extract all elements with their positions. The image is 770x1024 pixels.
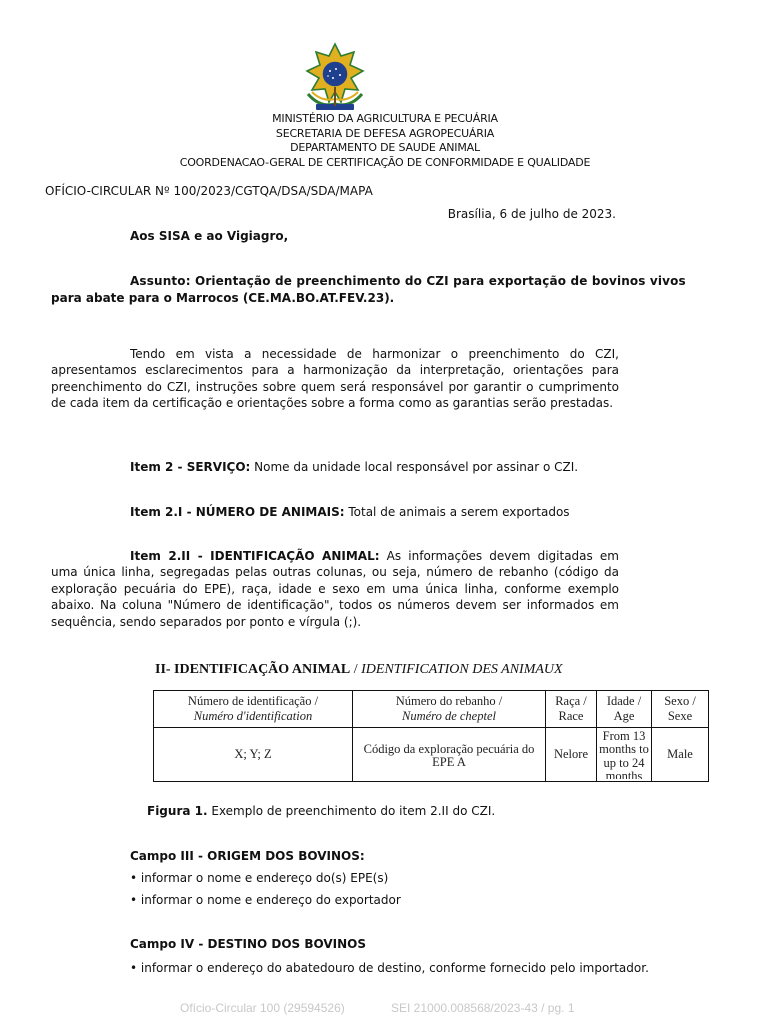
cell-herd-line2: EPE A	[432, 756, 466, 768]
item-2i-text: Total de animais a serem exportados	[344, 505, 570, 519]
cell-age-line2: months to	[599, 742, 649, 757]
coat-of-arms-emblem	[300, 42, 370, 114]
animal-identification-table	[153, 690, 709, 782]
header-age-pt: Idade /	[606, 694, 642, 708]
campo-iii-bullet-1: • informar o nome e endereço do(s) EPE(s)	[130, 871, 389, 885]
header-department: DEPARTAMENTO DE SAUDE ANIMAL	[290, 141, 480, 154]
header-id-fr: Numéro d'identification	[193, 709, 313, 723]
header-breed-fr: Race	[558, 709, 584, 723]
header-herd-pt: Número do rebanho /	[395, 694, 503, 708]
item-2ii-text: As informações devem digitadas em uma única linha, segregadas pelas outras colunas, ou seja, número de rebanho (código da exploração pecuária do EPE), raça, idade e sexo em uma única linha, conforme exemplo abaixo. Na coluna "Número de identificação", todos os números devem ser informados em sequência, sendo separados por ponto e vírgula (;).	[51, 549, 619, 629]
cell-sex: Male	[652, 728, 709, 782]
campo-iv-bullet-1: • informar o endereço do abatedouro de destino, conforme fornecido pelo importador.	[130, 961, 649, 975]
cell-breed: Nelore	[546, 728, 597, 782]
document-date: Brasília, 6 de julho de 2023.	[447, 207, 616, 221]
table-row	[154, 728, 709, 782]
subject-line-1: Assunto: Orientação de preenchimento do CZI para exportação de bovinos vivos	[130, 274, 686, 288]
figure-caption	[147, 804, 495, 818]
item-2ii-label: Item 2.II - IDENTIFICAÇÃO ANIMAL:	[130, 549, 380, 563]
table-header-row	[154, 691, 709, 728]
figure-caption-label: Figura 1.	[147, 804, 208, 818]
item-2-paragraph	[130, 460, 578, 474]
item-2i-paragraph	[130, 505, 570, 519]
item-2ii-paragraph	[51, 548, 619, 630]
cell-age-line4: months	[605, 770, 643, 780]
figure-caption-text: Exemplo de preenchimento do item 2.II do CZI.	[207, 804, 496, 818]
intro-paragraph	[51, 346, 619, 412]
footer-document-id: Ofício-Circular 100 (29594526)	[180, 1001, 345, 1015]
header-id-pt: Número de identificação /	[187, 694, 319, 708]
header-age-fr: Age	[613, 709, 635, 723]
subject-line-2: para abate para o Marrocos (CE.MA.BO.AT.FEV.23).	[51, 291, 395, 305]
header-sex-fr: Sexe	[667, 709, 693, 723]
document-reference: OFÍCIO-CIRCULAR Nº 100/2023/CGTQA/DSA/SDA/MAPA	[45, 184, 373, 198]
item-2-text: Nome da unidade local responsável por assinar o CZI.	[250, 460, 579, 474]
figure-title-pt: II- IDENTIFICAÇÃO ANIMAL	[155, 662, 351, 677]
campo-iii-bullet-2: • informar o nome e endereço do exportador	[130, 893, 401, 907]
header-breed-pt: Raça /	[555, 694, 587, 708]
figure-title	[155, 662, 563, 678]
header-herd-fr: Numéro de cheptel	[402, 709, 496, 723]
cell-age-line1: From 13	[602, 728, 646, 743]
intro-text: Tendo em vista a necessidade de harmonizar o preenchimento do CZI, apresentamos esclarecimentos para a harmonização da interpretação, orientações para preenchimento do CZI, instruções sobre quem será responsável por garantir o cumprimento de cada item da certificação e orientações sobre a forma como as garantias serão prestadas.	[51, 347, 619, 411]
figure-title-sep: /	[350, 662, 362, 677]
header-cell-herd	[353, 691, 546, 728]
cell-age-line3: up to 24	[603, 755, 645, 770]
cell-age	[597, 728, 652, 782]
footer-sei-page: SEI 21000.008568/2023-43 / pg. 1	[391, 1001, 575, 1015]
header-cell-sex	[652, 691, 709, 728]
header-secretariat: SECRETARIA DE DEFESA AGROPECUÁRIA	[275, 127, 495, 140]
header-sex-pt: Sexo /	[664, 694, 696, 708]
figure-title-fr: IDENTIFICATION DES ANIMAUX	[361, 662, 563, 677]
header-ministry: MINISTÉRIO DA AGRICULTURA E PECUÁRIA	[272, 112, 498, 125]
cell-herd-line1: Código da exploração pecuária do	[363, 741, 535, 756]
campo-iii-title: Campo III - ORIGEM DOS BOVINOS:	[130, 849, 365, 863]
cell-herd	[353, 728, 546, 782]
header-cell-breed	[546, 691, 597, 728]
campo-iv-title: Campo IV - DESTINO DOS BOVINOS	[130, 937, 367, 951]
item-2i-label: Item 2.I - NÚMERO DE ANIMAIS:	[130, 505, 345, 519]
item-2-label: Item 2 - SERVIÇO:	[130, 460, 251, 474]
salutation: Aos SISA e ao Vigiagro,	[130, 229, 289, 243]
header-cell-id	[154, 691, 353, 728]
cell-id: X; Y; Z	[154, 728, 353, 782]
header-cell-age	[597, 691, 652, 728]
header-coordination: COORDENACAO-GERAL DE CERTIFICAÇÃO DE CONFORMIDADE E QUALIDADE	[179, 156, 591, 169]
